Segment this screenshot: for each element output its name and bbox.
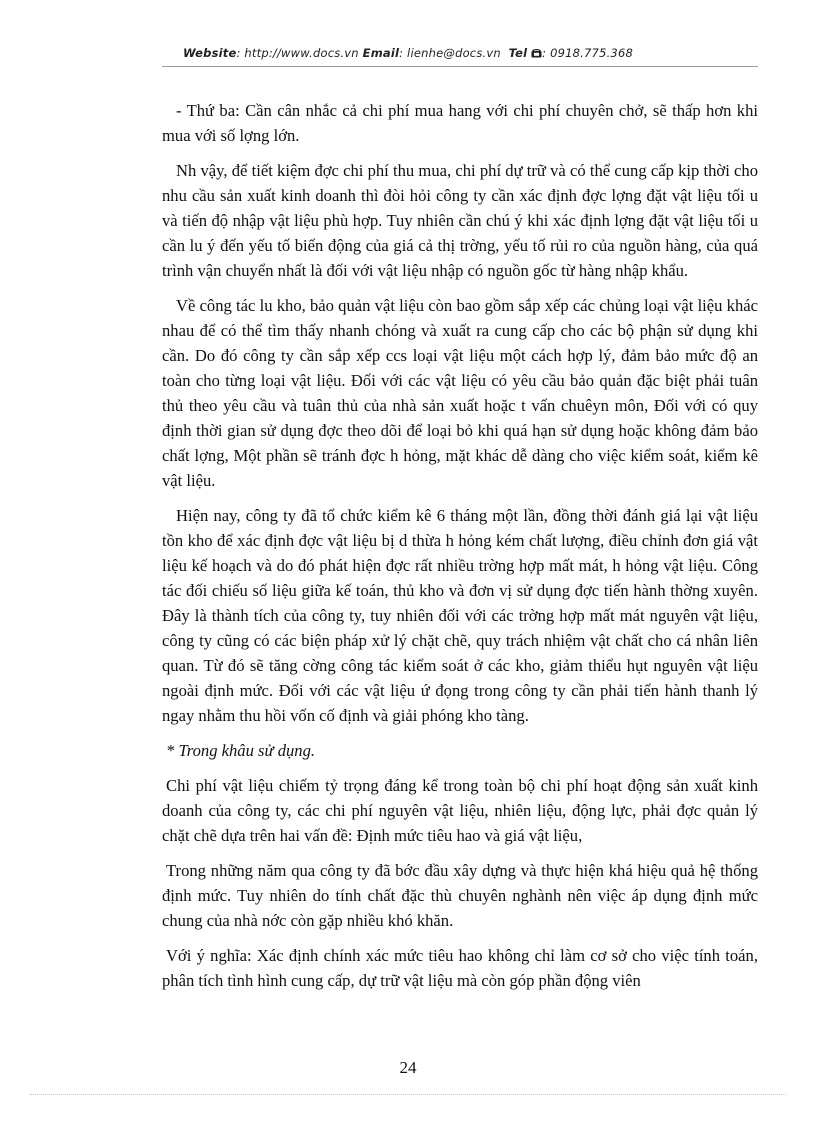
tel-label: Tel bbox=[508, 46, 528, 60]
paragraph: Với ý nghĩa: Xác định chính xác mức tiêu hao không chỉ làm cơ sở cho việc tính toán, phân tích tình hình cung cấp, dự trữ vật liệu mà còn góp phần động viên bbox=[162, 946, 758, 990]
paragraph: - Thứ ba: Cần cân nhắc cả chi phí mua hang với chi phí chuyên chở, sẽ thấp hơn khi mua với số lợng lớn. bbox=[162, 101, 758, 145]
website-label: Website bbox=[183, 46, 237, 60]
document-body bbox=[162, 98, 758, 1003]
paragraph: Hiện nay, công ty đã tổ chức kiểm kê 6 tháng một lần, đồng thời đánh giá lại vật liệu tồn kho để xác định đợc vật liệu bị d thừa h hỏng kém chất lượng, điều chỉnh đơn giá vật liệu kế hoạch và do đó phát hiện đợc rất nhiều trờng hợp mất mát, h hỏng vật liệu. Công tác đối chiếu số liệu giữa kế toán, thủ kho và đơn vị sử dụng đợc tiến hành thờng xuyên. Đây là thành tích của công ty, tuy nhiên đối với các trờng hợp mất mát nguyên vật liệu, công ty cũng có các biện pháp xử lý chặt chẽ, quy trách nhiệm vật chất cho cá nhân liên quan. Từ đó sẽ tăng cờng công tác kiểm soát ở các kho, giảm thiểu hụt nguyên vật liệu ngoài định mức. Đối với các vật liệu ứ đọng trong công ty cần phải tiến hành thanh lý ngay nhằm thu hồi vốn cố định và giải phóng kho tàng. bbox=[162, 506, 758, 725]
email-address[interactable]: : lienhe@docs.vn bbox=[399, 46, 501, 60]
phone-icon bbox=[531, 46, 542, 60]
page-number: 24 bbox=[399, 1058, 417, 1077]
page-header bbox=[0, 46, 816, 60]
paragraph: Về công tác lu kho, bảo quản vật liệu còn bao gồm sắp xếp các chủng loại vật liệu khác nhau để có thể tìm thấy nhanh chóng và xuất ra cung cấp cho các bộ phận sử dụng khi cần. Do đó công ty cần sắp xếp ccs loại vật liệu một cách hợp lý, đảm bảo mức độ an toàn cho từng loại vật liệu. Đối với các vật liệu có yêu cầu bảo quản đặc biệt phải tuân thủ theo yêu cầu và tuân thủ của nhà sản xuất hoặc t vấn chuêyn môn, Đối với có quy định thời gian sử dụng đợc theo dõi để loại bỏ khi quá hạn sử dụng hoặc không đảm bảo chất lợng, Một phần sẽ tránh đợc h hỏng, mặt khác dễ dàng cho việc kiểm soát, kiểm kê vật liệu. bbox=[162, 296, 758, 490]
section-subheading: * Trong khâu sử dụng. bbox=[166, 741, 316, 760]
website-url[interactable]: : http://www.docs.vn bbox=[236, 46, 359, 60]
paragraph: Trong những năm qua công ty đã bớc đầu xây dựng và thực hiện khá hiệu quả hệ thống định mức. Tuy nhiên do tính chất đặc thù chuyên nghành nên việc áp dụng định mức chung của nhà nớc còn gặp nhiều khó khăn. bbox=[162, 861, 758, 930]
paragraph: Chi phí vật liệu chiếm tỷ trọng đáng kể trong toàn bộ chi phí hoạt động sản xuất kinh doanh của công ty, các chi phí nguyên vật liệu, nhiên liệu, động lực, phải đợc quản lý chặt chẽ dựa trên hai vấn đề: Định mức tiêu hao và giá vật liệu, bbox=[162, 776, 758, 845]
footer-divider bbox=[30, 1094, 786, 1095]
phone-number: : 0918.775.368 bbox=[542, 46, 633, 60]
email-label: Email bbox=[362, 46, 400, 60]
paragraph: Nh vậy, để tiết kiệm đợc chi phí thu mua, chi phí dự trữ và có thể cung cấp kịp thời cho nhu cầu sản xuất kinh doanh thì đòi hỏi công ty cần xác định đợc lợng đặt vật liệu tối u và tiến độ nhập vật liệu phù hợp. Tuy nhiên cần chú ý khi xác định lợng đặt vật liệu tối u cần lu ý đến yếu tố biến động của giá cả thị trờng, yếu tố rủi ro của nguồn hàng, của quá trình vận chuyển nhất là đối với vật liệu nhập có nguồn gốc từ hàng nhập khẩu. bbox=[162, 161, 758, 280]
header-divider bbox=[162, 66, 758, 67]
